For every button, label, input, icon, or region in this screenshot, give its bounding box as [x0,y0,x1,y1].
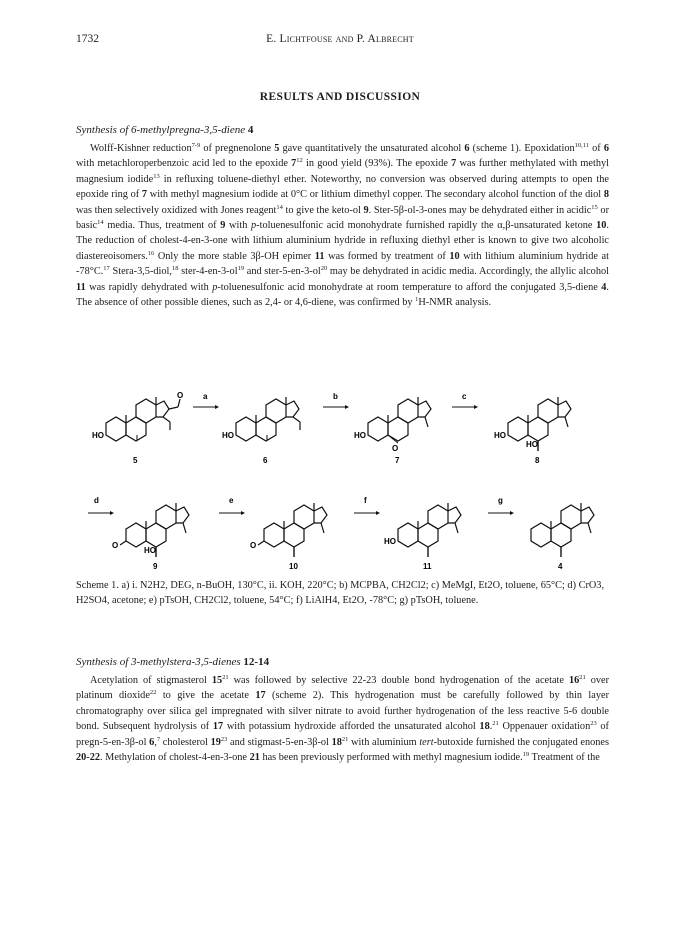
step-b-arrow [323,392,349,409]
compound-6-hydroxyl: HO [222,431,234,440]
compound-6-structure [222,397,300,465]
compound-5-label: 5 [133,456,138,465]
subsection-heading-1-text: Synthesis of 6-methylpregna-3,5-diene [76,124,246,136]
compound-11-hydroxyl: HO [384,537,396,546]
compound-7-hydroxyl: HO [354,431,366,440]
step-f-label: f [364,496,367,505]
compound-7-epoxide-oxygen: O [392,444,399,453]
subsection-heading-1 [76,124,253,136]
compound-4-structure [531,503,594,571]
paragraph-2: Acetylation of stigmasterol $15^{21}$ was followed by selective 22-23 double bond hydrogenation of the acetate $16^{21}$ over platinum dioxide$^{22}$ to give the acetate 17 (scheme 2). This hydrogenation must be carefully followed by thin layer chromatography over silica gel impregnated with silver nitrate to avoid further hydrogenation of the less reactive 5-6 double bond. Subsequent hydrolysis of 17 with potassium hydroxide afforded the unsaturated alcohol 18.21 Oppenauer oxidation$^{23}$ of pregn-5-en-3β-ol 6,$^7$ cholesterol $19^{23}$ and stigmast-5-en-3β-ol $18^{21}$ with aluminium tert-butoxide furnished the conjugated enones 20-22. Methylation of cholest-4-en-3-one 21 has been previously performed with methyl magnesium iodide.$^{19}$ Treatment of the [76,674,610,764]
subsection-heading-1-number: 4 [247,124,254,136]
step-g-label: g [498,496,503,505]
compound-9-label: 9 [153,562,158,571]
compound-11-structure [384,503,461,571]
step-c-label: c [462,392,467,401]
compound-8-hydroxyl-3: HO [494,431,506,440]
subsection-heading-2-number: 12-14 [243,656,270,668]
compound-7-label: 7 [395,456,400,465]
running-head: E. Lichtfouse and P. Albrecht [266,33,414,45]
compound-10-oxygen: O [250,541,257,550]
paragraph-1: Wolff-Kishner reduction$^{7-9}$ of pregnenolone 5 gave quantitatively the unsaturated alcohol 6 (scheme 1). Epoxidation$^{10,11}$ of 6 with metachloroperbenzoic acid led to the epoxide $7^{12}$ in good yield (93%). The epoxide 7 was further methylated with methyl magnesium iodide$^{13}$ in refluxing toluene-diethyl ether. Noteworthy, no conversion was observed during attempts to open the epoxide ring of 7 with methyl magnesium iodide at 0°C or lithium dimethyl copper. The secondary alcohol function of the diol 8 was then selectively oxidized with Jones reagent$^{14}$ to give the keto-ol 9. Ster-5β-ol-3-ones may be dehydrated either in acidic$^{15}$ or basic$^{14}$ media. Thus, treatment of 9 with p-toluenesulfonic acid monohydrate furnished rapidly the α,β-unsaturated ketone 10. The reduction of cholest-4-en-3-one with lithium aluminium hydride in refluxing diethyl ether is known to give two alcoholic diastereoisomers.$^{16}$ Only the more stable 3β-OH epimer 11 was formed by treatment of 10 with lithium aluminium hydride at -78°C.$^{17}$ Stera-3,5-diol,$^{18}$ ster-$4-en-3-ol^{19}$ and ster-$5-en-3-ol^{20}$ may be dehydrated in acidic media. Accordingly, the allylic alcohol 11 was rapidly dehydrated with p-toluenesulfonic acid monohydrate at room temperature to afford the conjugated 3,5-diene 4. The absence of other possible dienes, such as 2,4- or 4,6-diene, was confirmed by $^1$H-NMR analysis. [76,142,609,309]
compound-5-hydroxyl: HO [92,431,104,440]
step-a-label: a [203,392,208,401]
page-header [76,33,604,49]
compound-9-hydroxyl: HO [144,546,156,555]
step-d-label: d [94,496,99,505]
compound-7-structure [354,397,431,465]
compound-5-structure [92,391,183,465]
compound-11-label: 11 [423,562,432,571]
step-g-arrow [488,496,514,515]
step-d-arrow [88,496,114,515]
step-f-arrow [354,496,380,515]
compound-10-label: 10 [289,562,298,571]
compound-9-structure [112,503,189,571]
compound-5-oxygen: O [177,391,184,400]
compound-8-structure [494,397,571,465]
scheme-caption [76,578,609,609]
compound-8-label: 8 [535,456,540,465]
compound-4-label: 4 [558,562,563,571]
page-number: 1732 [76,33,99,45]
step-c-arrow [452,392,478,409]
step-b-label: b [333,392,338,401]
reaction-scheme [76,383,609,573]
scheme-caption-text: Scheme 1. a) i. N2H2, DEG, n-BuOH, 130°C, ii. KOH, 220°C; b) MCPBA, CH2Cl2; c) MeMgI, Et2O, toluene, 65°C; d) CrO3, H2SO4, acetone; e) pTsOH, CH2Cl2, toluene, 54°C; f) LiAlH4, Et2O, -78°C; g) pTsOH, toluene. [76,580,605,607]
step-e-label: e [229,496,234,505]
compound-10-structure [250,503,327,571]
step-e-arrow [219,496,245,515]
compound-6-label: 6 [263,456,268,465]
subsection-heading-2-text: Synthesis of 3-methylstera-3,5-dienes [76,656,241,668]
subsection-heading-2 [76,656,269,668]
step-a-arrow [193,392,219,409]
compound-9-oxygen: O [112,541,119,550]
section-title: RESULTS AND DISCUSSION [259,91,421,103]
compound-8-hydroxyl-5: HO [526,440,538,449]
